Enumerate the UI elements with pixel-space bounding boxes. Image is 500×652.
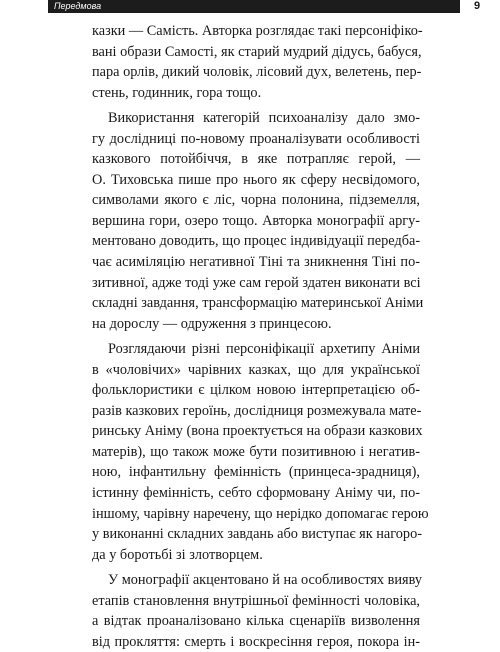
text-line: пара орлів, дикий чоловік, лісовий дух, велетень, пер- [92, 64, 422, 81]
text-line: стень, годинник, гора тощо. [92, 84, 262, 101]
page-number: 9 [474, 0, 481, 12]
text-line: казки — Самість. Авторка розглядає такі персоніфіко- [92, 23, 423, 39]
text-line: Розглядаючи різні персоніфікації архетипу Аніми [108, 341, 420, 358]
text-line: казкового потойбіччя, в яке потрапляє герой, — [92, 151, 420, 168]
text-line: етапів становлення внутрішньої фемінності чоловіка, [92, 592, 420, 609]
text-line: у виконанні складних завдань або виступає як нагоро- [92, 526, 422, 543]
text-line: зитивної, адже тоді уже сам герой здатен виконати всі [92, 274, 421, 291]
text-line: разів казкових героїнь, дослідниця розмежувала мате- [92, 402, 422, 419]
text-line: вані образи Самості, як старий мудрий дідусь, бабуся, [92, 43, 422, 60]
text-line: фольклористики є цілком новою інтерпретацією об- [92, 382, 420, 399]
text-line: ною, інфантильну фемінність (принцеса-зрадниця), [92, 464, 420, 481]
text-line: в «чоловічих» чарівних казках, що для української [92, 361, 420, 378]
text-line: істинну фемінність, себто сформовану Аніму чи, по- [92, 485, 420, 502]
text-line: матерів), що також може бути позитивною і негатив- [92, 443, 420, 460]
text-line: складні завдання, трансформацію материнської Аніми [92, 295, 424, 312]
running-header [48, 0, 460, 13]
text-line: О. Тиховська пише про нього як сферу несвідомого, [92, 171, 420, 188]
body-text [92, 21, 429, 652]
text-line: символами якого є ліс, чорна полонина, підземелля, [92, 192, 420, 209]
text-line: да у боротьбі зі злотворцем. [92, 546, 263, 563]
text-line: Використання категорій психоаналізу дало змо- [108, 110, 420, 127]
text-line: на дорослу — одруження з принцесою. [92, 315, 332, 332]
text-line: гу дослідниці по-новому проаналізувати особливості [92, 130, 420, 147]
text-line: ментовано доводить, що процес індивідуації передба- [92, 233, 421, 250]
text-line: а відтак проаналізовано кілька сценаріїв визволення [92, 613, 420, 630]
text-line: У монографії акцентовано й на особливостях вияву [108, 572, 423, 589]
text-line: вершина гори, озеро тощо. Авторка монографії аргу- [92, 212, 420, 229]
text-line: ринську Аніму (вона проектується на образи казкових [92, 423, 423, 440]
running-header-title: Передмова [54, 1, 102, 11]
text-line: від прокляття: смерть і воскресіння героя, покора ін- [92, 633, 420, 650]
text-line: іншому, чарівну наречену, що нерідко допомагає герою [92, 505, 429, 522]
text-line: чає асиміляцію негативної Тіні та зникнення Тіні по- [92, 254, 420, 271]
